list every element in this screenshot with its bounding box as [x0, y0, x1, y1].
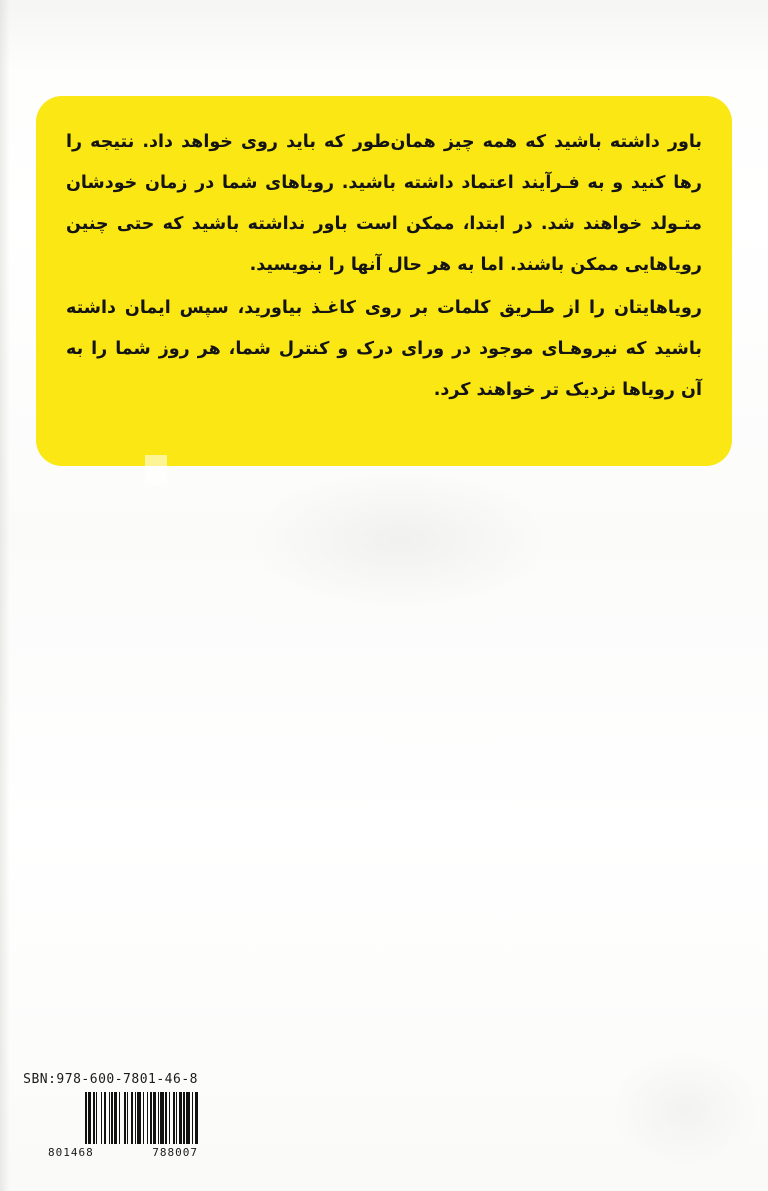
isbn-barcode — [48, 1092, 198, 1144]
blurb-paragraph-1: باور داشته باشید که همه چیز همان‌طور که باید روی خواهد داد. نتیجه را رها کنید و به فـرآیند اعتماد داشته باشید. رویاهای شما در زمان خودشان متـولد خواهند شد. در ابتدا، ممکن است باور نداشته باشید که حتی چنین رویاهایی ممکن باشند. اما به هر حال آنها را بنویسید. — [66, 132, 702, 275]
barcode-bar — [173, 1092, 175, 1144]
barcode-bar — [88, 1092, 91, 1144]
barcode-space — [167, 1092, 169, 1144]
barcode-space — [193, 1092, 195, 1144]
barcode-digits-right: 801468 — [48, 1146, 94, 1159]
barcode-digits — [48, 1146, 198, 1159]
barcode-bar — [186, 1092, 190, 1144]
barcode-space — [159, 1092, 160, 1144]
barcode-bar — [109, 1092, 110, 1144]
barcode-space — [148, 1092, 150, 1144]
barcode-bar — [183, 1092, 185, 1144]
barcode-bar — [153, 1092, 156, 1144]
blurb-paragraph-2: رویاهایتان را از طـریق کلمات بر روی کاغـذ بیاورید، سپس ایمان داشته باشید که نیروهـای موجود در ورای درک و کنترل شما، هر روز شما را به آن رویاها نزدیک تر خواهند کرد. — [66, 298, 702, 400]
barcode-space — [128, 1092, 131, 1144]
barcode-space — [91, 1092, 93, 1144]
barcode-bar — [169, 1092, 170, 1144]
barcode-bar — [135, 1092, 136, 1144]
barcode-space — [185, 1092, 186, 1144]
barcode-space — [190, 1092, 192, 1144]
barcode-bar — [104, 1092, 106, 1144]
barcode-space — [152, 1092, 153, 1144]
barcode-space — [175, 1092, 176, 1144]
barcode-bar — [124, 1092, 126, 1144]
barcode-space — [133, 1092, 135, 1144]
barcode-space — [106, 1092, 109, 1144]
barcode-space — [170, 1092, 173, 1144]
barcode-bar — [158, 1092, 159, 1144]
barcode-space — [126, 1092, 127, 1144]
barcode-bar — [131, 1092, 133, 1144]
scan-artifact-bottom-right — [610, 1050, 760, 1170]
barcode-space — [177, 1092, 179, 1144]
barcode-bar — [176, 1092, 177, 1144]
scan-edge-shadow — [0, 0, 10, 1191]
barcode-bar — [147, 1092, 148, 1144]
barcode-bar — [192, 1092, 193, 1144]
barcode-bar — [195, 1092, 198, 1144]
scan-artifact-top — [0, 0, 768, 70]
barcode-space — [136, 1092, 137, 1144]
barcode-bar — [101, 1092, 102, 1144]
barcode-space — [84, 1092, 85, 1144]
isbn-label: SBN:978-600-7801-46-8 — [23, 1072, 198, 1087]
blurb-panel — [36, 96, 732, 466]
barcode-bar — [85, 1092, 87, 1144]
barcode-bar — [93, 1092, 95, 1144]
barcode-bar — [150, 1092, 152, 1144]
barcode-bar — [165, 1092, 167, 1144]
barcode-bar — [160, 1092, 164, 1144]
barcode-space — [164, 1092, 165, 1144]
barcode-bar — [143, 1092, 144, 1144]
barcode-bar — [119, 1092, 120, 1144]
barcode-space — [102, 1092, 104, 1144]
barcode-bar — [127, 1092, 128, 1144]
barcode-bar — [179, 1092, 182, 1144]
barcode-bar — [137, 1092, 141, 1144]
barcode-space — [95, 1092, 96, 1144]
barcode-space — [110, 1092, 111, 1144]
barcode-bar — [114, 1092, 117, 1144]
barcode-space — [182, 1092, 183, 1144]
barcode-space — [87, 1092, 88, 1144]
barcode-bar — [111, 1092, 113, 1144]
barcode-bar — [96, 1092, 97, 1144]
barcode-digits-left: 788007 — [152, 1146, 198, 1159]
scan-artifact-middle — [250, 470, 550, 610]
barcode-space — [120, 1092, 124, 1144]
panel-scuff — [145, 455, 167, 485]
barcode-space — [144, 1092, 147, 1144]
barcode-space — [113, 1092, 114, 1144]
barcode-space — [141, 1092, 143, 1144]
barcode-space — [117, 1092, 119, 1144]
barcode-space — [156, 1092, 158, 1144]
isbn-block — [8, 1072, 198, 1159]
barcode-space — [97, 1092, 101, 1144]
